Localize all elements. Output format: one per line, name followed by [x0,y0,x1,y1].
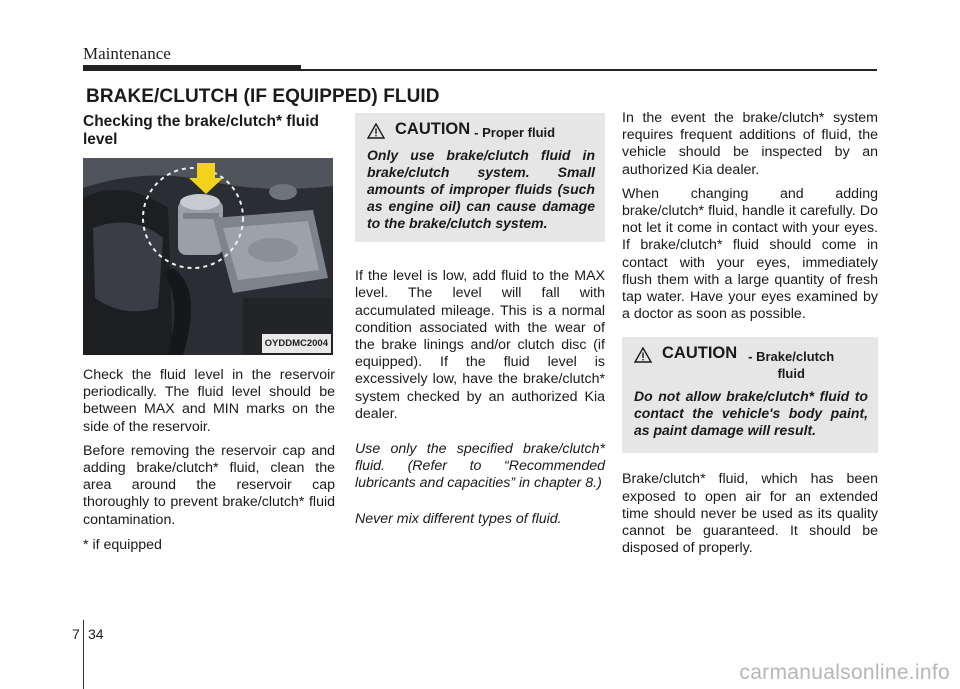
header-rule-thick [83,65,301,71]
caution-box-brake-fluid [622,337,878,453]
caution-topic: - Proper fluid [474,125,556,140]
italic-note: Use only the specified brake/clutch* fluid. (Refer to “Recommended lubricants and capacities” in chapter 8.) [355,441,605,492]
caution-header [367,121,595,141]
column-3 [622,110,878,564]
caution-topic: - Brake/clutch fluid [748,349,835,382]
photo-code: OYDDMC2004 [262,334,331,353]
page-title: BRAKE/CLUTCH (IF EQUIPPED) FLUID [86,86,440,107]
paragraph: Check the fluid level in the reservoir periodically. The fluid level should be between MAX and MIN marks on the side of the reservoir. [83,367,335,435]
page-number: 34 [88,626,104,642]
chapter-number: 7 [72,626,80,642]
caution-label: CAUTION [395,120,471,138]
paragraph: If the level is low, add fluid to the MAX level. The level will fall with accumulated mileage. This is a normal condition associated with the wear of the brake linings and/or clutch disc (if equipped). If the fluid level is excessively low, have the brake/clutch* system checked by an authorized Kia dealer. [355,268,605,422]
column-2 [355,113,605,535]
column-1 [83,113,335,561]
paragraph: Before removing the reservoir cap and adding brake/clutch* fluid, clean the area around the reservoir cap thoroughly to prevent brake/clutch* fluid contamination. [83,442,335,528]
warning-triangle-icon [634,347,652,363]
paragraph: When changing and adding brake/clutch* fluid, handle it carefully. Do not let it come in contact with your eyes. If brake/clutch* fluid should come in contact with your eyes, immediately flush them with a large quantity of fresh tap water. Have your eyes examined by a doctor as soon as possible. [622,185,878,323]
engine-bay-illustration [83,158,333,355]
italic-note: Never mix different types of fluid. [355,510,562,527]
caution-box-proper-fluid [355,113,605,242]
caution-text: Do not allow brake/clutch* fluid to contact the vehicle's body paint, as paint damage will result. [634,388,868,439]
caution-label: CAUTION [662,344,738,363]
caution-header [634,345,868,382]
footnote: * if equipped [83,536,162,553]
header-rule-thin [301,69,877,71]
page-number-divider [83,620,84,689]
warning-triangle-icon [367,123,385,139]
section-header: Maintenance [83,44,171,63]
watermark: carmanualsonline.info [739,661,950,684]
subsection-heading: Checking the brake/clutch* fluid level [83,113,319,148]
paragraph: In the event the brake/clutch* system requires frequent additions of fluid, the vehicle should be inspected by an authorized Kia dealer. [622,110,878,178]
paragraph: Brake/clutch* fluid, which has been exposed to open air for an extended time should never be used as its quality cannot be guaranteed. It should be disposed of properly. [622,471,878,557]
caution-text: Only use brake/clutch fluid in brake/clutch system. Small amounts of improper fluids (such as engine oil) can cause damage to the brake/clutch system. [367,147,595,232]
engine-bay-photo [83,158,333,355]
